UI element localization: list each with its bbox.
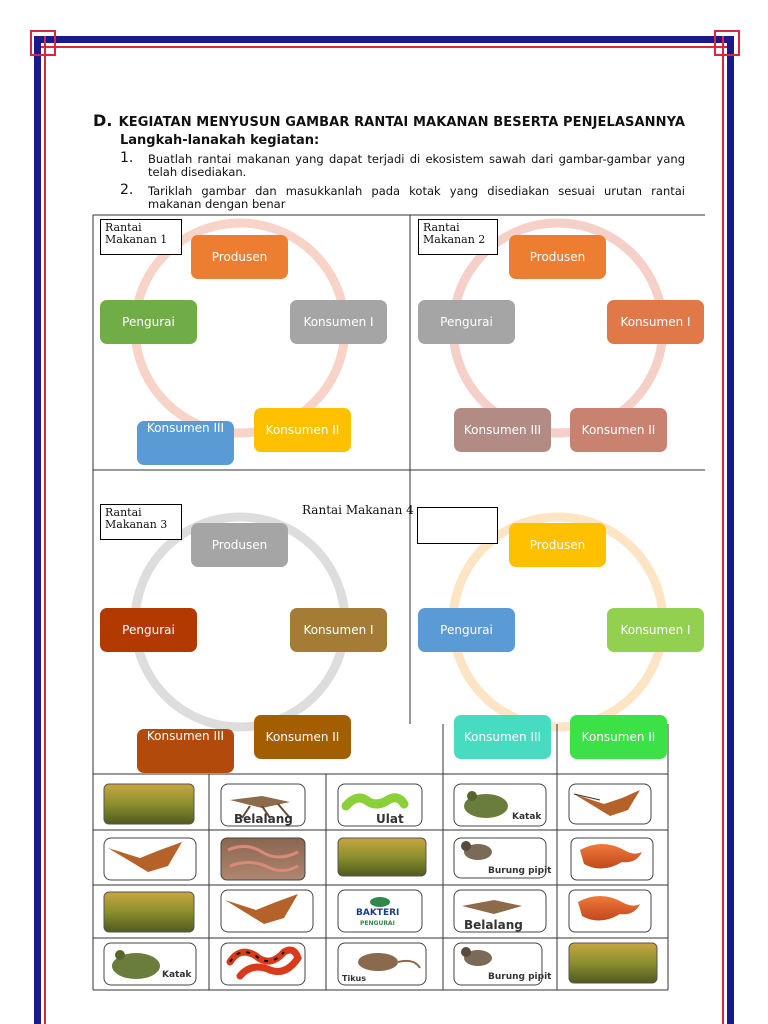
rice-icon	[569, 943, 657, 983]
chain-2-konsumen-3[interactable]: Konsumen III	[454, 408, 551, 452]
chain-4-pengurai[interactable]: Pengurai	[418, 608, 515, 652]
eagle-icon	[569, 784, 651, 824]
node-label: Konsumen III	[146, 421, 225, 435]
step-number: 1.	[120, 150, 134, 166]
section-letter: D.	[93, 111, 113, 130]
chain-3-konsumen-1[interactable]: Konsumen I	[290, 608, 387, 652]
chain-2-konsumen-1[interactable]: Konsumen I	[607, 300, 704, 344]
mushroom-icon	[571, 838, 653, 880]
chain-1-konsumen-1[interactable]: Konsumen I	[290, 300, 387, 344]
earthworm-icon	[221, 838, 305, 880]
caption-burung-pipit: Burung pipit	[488, 866, 552, 876]
chain-1-produsen[interactable]: Produsen	[191, 235, 288, 279]
rice-icon	[338, 838, 426, 876]
caption-burung-pipit-2: Burung pipit	[488, 972, 552, 982]
section-title-text: KEGIATAN MENYUSUN GAMBAR RANTAI MAKANAN BESERTA PENJELASANNYA	[118, 115, 686, 130]
step-text: Buatlah rantai makanan yang dapat terjadi di ekosistem sawah dari gambar-gambar yang telah disediakan.	[148, 152, 685, 179]
snake-icon	[221, 943, 305, 985]
caption-belalang-2: Belalang	[464, 918, 523, 932]
caption-bakteri-sub: PENGURAI	[360, 920, 395, 927]
chain-4-produsen[interactable]: Produsen	[509, 523, 606, 567]
chain-3-produsen[interactable]: Produsen	[191, 523, 288, 567]
chain-2-konsumen-2[interactable]: Konsumen II	[570, 408, 667, 452]
caption-katak: Katak	[512, 812, 542, 822]
caption-belalang: Belalang	[234, 812, 293, 826]
chain-2-produsen[interactable]: Produsen	[509, 235, 606, 279]
steps-heading: Langkah-lanakah kegiatan:	[120, 133, 320, 148]
chain-1-konsumen-2[interactable]: Konsumen II	[254, 408, 351, 452]
eagle-icon	[104, 838, 196, 880]
chain-4-konsumen-3[interactable]: Konsumen III	[454, 715, 551, 759]
chain-4-label: Rantai Makanan 4	[302, 503, 414, 517]
chain-3-konsumen-2[interactable]: Konsumen II	[254, 715, 351, 759]
caption-katak-2: Katak	[162, 970, 192, 980]
eagle-icon	[221, 890, 313, 932]
mushroom-icon	[569, 890, 651, 932]
step-number: 2.	[120, 182, 134, 198]
chain-2-pengurai[interactable]: Pengurai	[418, 300, 515, 344]
caption-bakteri: BAKTERI	[356, 908, 400, 918]
chain-1-pengurai[interactable]: Pengurai	[100, 300, 197, 344]
chain-3-label: Rantai Makanan 3	[100, 504, 182, 540]
step-text: Tariklah gambar dan masukkanlah pada kotak yang disediakan sesuai urutan rantai makanan dengan benar	[148, 184, 685, 211]
chain-4-konsumen-1[interactable]: Konsumen I	[607, 608, 704, 652]
caption-ulat: Ulat	[376, 812, 404, 826]
chain-1-label: Rantai Makanan 1	[100, 219, 182, 255]
chain-2-label: Rantai Makanan 2	[418, 219, 498, 255]
node-label: Konsumen III	[146, 729, 225, 743]
chain-3-pengurai[interactable]: Pengurai	[100, 608, 197, 652]
rice-icon	[104, 784, 194, 824]
rice-icon	[104, 892, 194, 932]
caption-tikus: Tikus	[342, 974, 366, 983]
chain-4-konsumen-2[interactable]: Konsumen II	[570, 715, 667, 759]
